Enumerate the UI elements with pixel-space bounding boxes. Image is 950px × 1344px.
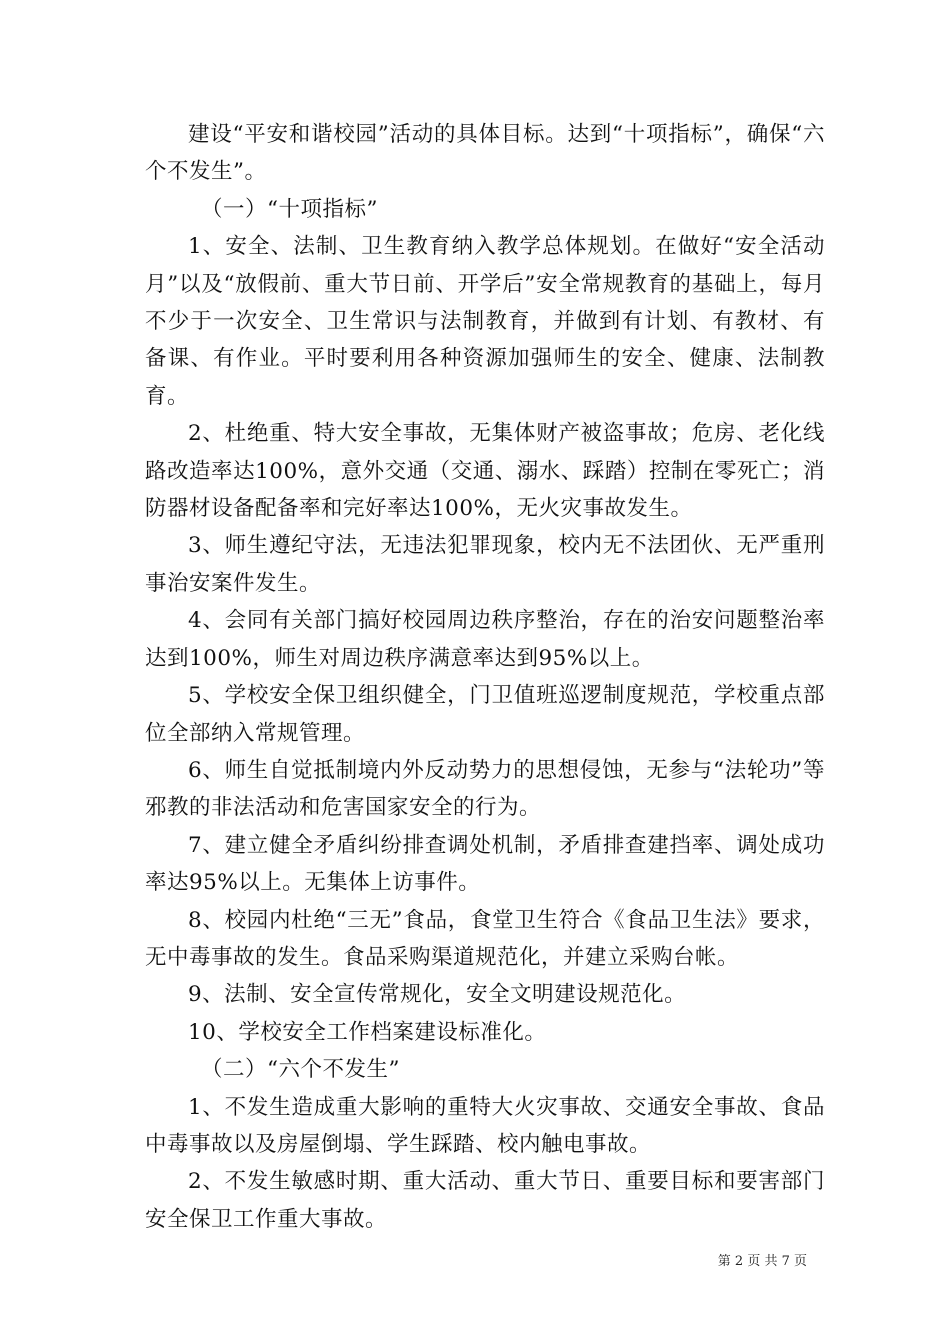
indicator-item-3: 3、师生遵纪守法，无违法犯罪现象，校内无不法团伙、无严重刑事治安案件发生。	[145, 533, 825, 596]
no-occurrence-item-2: 2、不发生敏感时期、重大活动、重大节日、重要目标和要害部门安全保卫工作重大事故。	[145, 1169, 825, 1232]
indicator-item-1: 1、安全、法制、卫生教育纳入教学总体规划。在做好“安全活动月”以及“放假前、重大节日前、开学后”安全常规教育的基础上，每月不少于一次安全、卫生常识与法制教育，并做到有计划、有教材、有备课、有作业。平时要利用各种资源加强师生的安全、健康、法制教育。	[145, 234, 825, 409]
document-body	[145, 116, 825, 1238]
indicator-item-6: 6、师生自觉抵制境内外反动势力的思想侵蚀，无参与“法轮功”等邪教的非法活动和危害国家安全的行为。	[145, 757, 825, 821]
indicator-item-9: 9、法制、安全宣传常规化，安全文明建设规范化。	[188, 982, 687, 1008]
intro-paragraph: 建设“平安和谐校园”活动的具体目标。达到“十项指标”，确保“六个不发生”。	[145, 122, 825, 185]
no-occurrence-item-1: 1、不发生造成重大影响的重特大火灾事故、交通安全事故、食品中毒事故以及房屋倒塌、学生踩踏、校内触电事故。	[145, 1094, 825, 1157]
page-number-footer: 第 2 页 共 7 页	[717, 1254, 807, 1269]
indicator-item-7: 7、建立健全矛盾纠纷排查调处机制，矛盾排查建挡率、调处成功率达95%以上。无集体上访事件。	[145, 832, 825, 896]
section-heading-six-no-occurrence: （二）“六个不发生”	[201, 1057, 400, 1083]
indicator-item-8: 8、校园内杜绝“三无”食品，食堂卫生符合《食品卫生法》要求，无中毒事故的发生。食品采购渠道规范化，并建立采购台帐。	[145, 907, 825, 970]
indicator-item-2: 2、杜绝重、特大安全事故，无集体财产被盗事故；危房、老化线路改造率达100%，意外交通（交通、溺水、踩踏）控制在零死亡；消防器材设备配备率和完好率达100%，无火灾事故发生。	[145, 421, 825, 522]
section-heading-ten-indicators: （一）“十项指标”	[201, 196, 378, 222]
indicator-item-4: 4、会同有关部门搞好校园周边秩序整治，存在的治安问题整治率达到100%，师生对周边秩序满意率达到95%以上。	[145, 608, 825, 671]
indicator-item-5: 5、学校安全保卫组织健全，门卫值班巡逻制度规范，学校重点部位全部纳入常规管理。	[145, 683, 825, 746]
indicator-item-10: 10、学校安全工作档案建设标准化。	[188, 1019, 547, 1045]
